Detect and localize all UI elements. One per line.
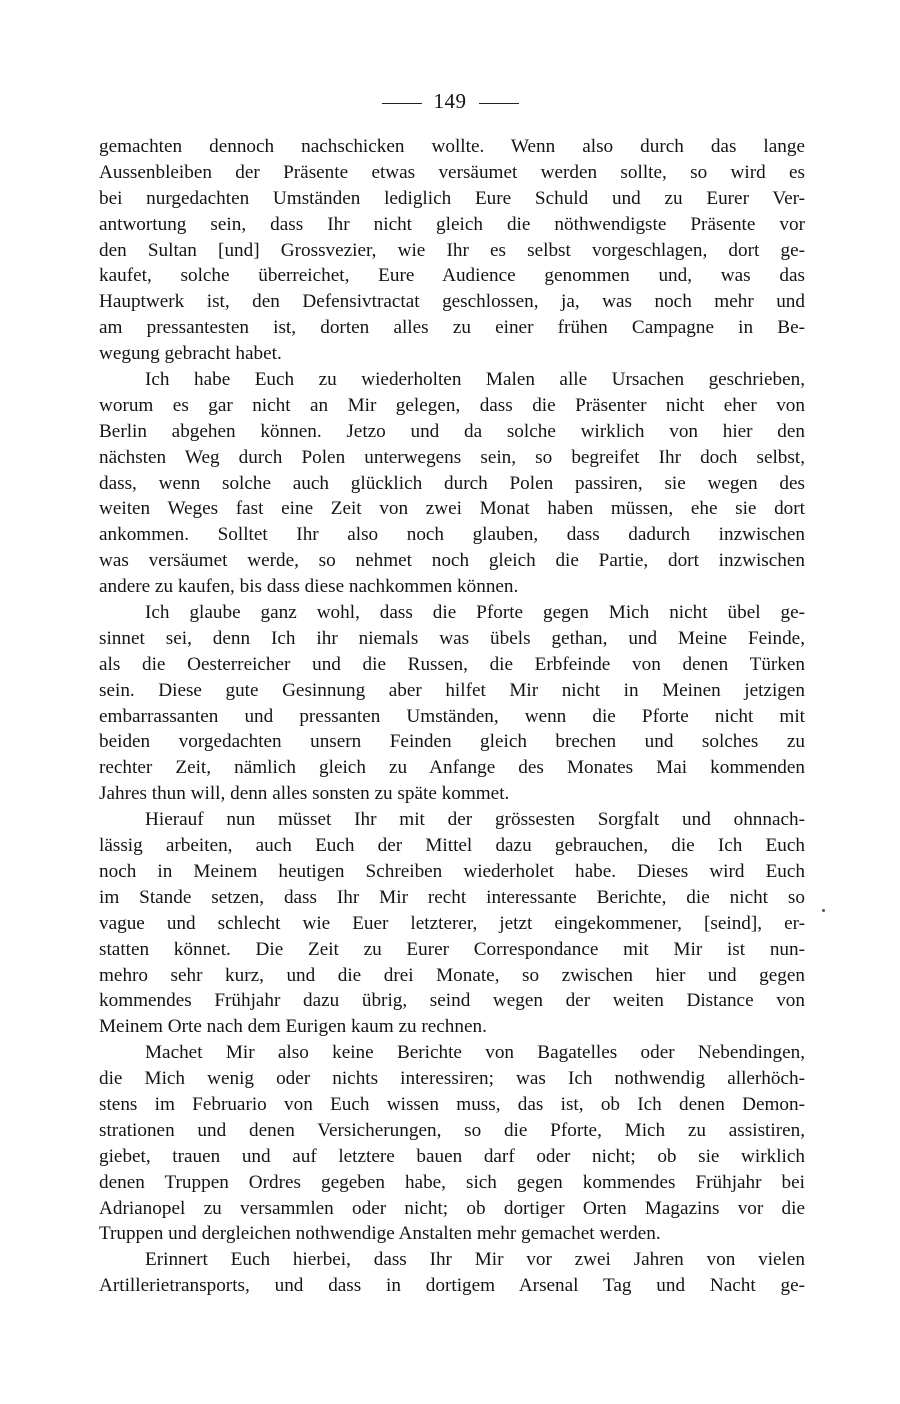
text-line: Truppen und dergleichen nothwendige Anstalten mehr gemachet werden. [99, 1223, 661, 1245]
text-line: kaufet, solche überreichet, Eure Audience genommen und, was das [99, 265, 805, 287]
text-line: statten könnet. Die Zeit zu Eurer Correspondance mit Mir ist nun- [99, 938, 805, 960]
text-line: gemachten dennoch nachschicken wollte. Wenn also durch das lange [99, 136, 805, 157]
text-line: dass, wenn solche auch glücklich durch Polen passiren, sie wegen des [99, 472, 805, 494]
text-line: den Sultan [und] Grossvezier, wie Ihr es selbst vorgeschlagen, dort ge- [99, 239, 805, 261]
paragraph [99, 367, 805, 600]
text-line: sein. Diese gute Gesinnung aber hilfet Mir nicht in Meinen jetzigen [99, 679, 805, 701]
text-line: sinnet sei, denn Ich ihr niemals was übels gethan, und Meine Feinde, [99, 627, 805, 649]
text-line: Hierauf nun müsset Ihr mit der grössesten Sorgfalt und ohnnach- [145, 809, 805, 831]
text-line: Erinnert Euch hierbei, dass Ihr Mir vor zwei Jahren von vielen [145, 1249, 805, 1271]
text-line: was versäumet werde, so nehmet noch gleich die Partie, dort inzwischen [99, 550, 805, 572]
text-line: stens im Februario von Euch wissen muss, das ist, ob Ich denen Demon- [99, 1093, 805, 1115]
text-line: nächsten Weg durch Polen unterwegens sein, so begreifet Ihr doch selbst, [99, 446, 805, 468]
text-line: die Mich wenig oder nichts interessiren; was Ich nothwendig allerhöch- [99, 1068, 805, 1090]
text-line: andere zu kaufen, bis dass diese nachkommen können. [99, 576, 519, 598]
paragraph [99, 807, 805, 1040]
text-line: Artillerietransports, und dass in dortigem Arsenal Tag und Nacht ge- [99, 1275, 805, 1297]
text-line: strationen und denen Versicherungen, so die Pforte, Mich zu assistiren, [99, 1119, 805, 1141]
text-line: Machet Mir also keine Berichte von Bagatelles oder Nebendingen, [145, 1042, 805, 1064]
paragraph [99, 1247, 805, 1299]
text-line: als die Oesterreicher und die Russen, die Erbfeinde von denen Türken [99, 653, 805, 675]
text-line: antwortung sein, dass Ihr nicht gleich die nöthwendigste Präsente vor [99, 213, 805, 235]
text-line: worum es gar nicht an Mir gelegen, dass die Präsenter nicht eher von [99, 394, 805, 416]
text-line: mehro sehr kurz, und die drei Monate, so zwischen hier und gegen [99, 964, 805, 986]
body-text [99, 134, 805, 1299]
text-line: Hauptwerk ist, den Defensivtractat geschlossen, ja, was noch mehr und [99, 291, 805, 313]
text-line: weiten Weges fast eine Zeit von zwei Monat haben müssen, ehe sie dort [99, 498, 805, 520]
text-line: im Stande setzen, dass Ihr Mir recht interessante Berichte, die nicht so [99, 886, 805, 908]
text-line: Jahres thun will, denn alles sonsten zu späte kommet. [99, 783, 510, 805]
page-header [0, 88, 900, 114]
text-line: am pressantesten ist, dorten alles zu einer frühen Campagne in Be- [99, 317, 805, 339]
text-line: lässig arbeiten, auch Euch der Mittel dazu gebrauchen, die Ich Euch [99, 835, 805, 857]
text-line: beiden vorgedachten unsern Feinden gleich brechen und solches zu [99, 731, 805, 753]
text-line: embarrassanten und pressanten Umständen, wenn die Pforte nicht mit [99, 705, 805, 727]
text-line: Ich habe Euch zu wiederholten Malen alle Ursachen geschrieben, [145, 369, 805, 391]
page-number: 149 [433, 89, 467, 113]
text-line: bei nurgedachten Umständen lediglich Eure Schuld und zu Eurer Ver- [99, 187, 805, 209]
text-line: rechter Zeit, nämlich gleich zu Anfange des Monates Mai kommenden [99, 757, 805, 779]
text-line: wegung gebracht habet. [99, 343, 282, 365]
header-dash-right [479, 103, 519, 104]
text-line: Meinem Orte nach dem Eurigen kaum zu rechnen. [99, 1016, 487, 1038]
text-line: vague und schlecht wie Euer letzterer, jetzt eingekommener, [seind], er- [99, 912, 805, 934]
text-line: noch in Meinem heutigen Schreiben wiederholet habe. Dieses wird Euch [99, 860, 805, 882]
text-line: Adrianopel zu versammlen oder nicht; ob dortiger Orten Magazins vor die [99, 1197, 805, 1219]
text-line: Aussenbleiben der Präsente etwas versäumet werden sollte, so wird es [99, 161, 805, 183]
text-line: denen Truppen Ordres gegeben habe, sich gegen kommendes Frühjahr bei [99, 1171, 805, 1193]
scan-speck [822, 909, 825, 912]
text-line: Ich glaube ganz wohl, dass die Pforte gegen Mich nicht übel ge- [145, 602, 805, 624]
paragraph [99, 134, 805, 367]
text-line: kommendes Frühjahr dazu übrig, seind wegen der weiten Distance von [99, 990, 805, 1012]
text-line: giebet, trauen und auf letztere bauen darf oder nicht; ob sie wirklich [99, 1145, 805, 1167]
text-line: ankommen. Solltet Ihr also noch glauben, dass dadurch inzwischen [99, 524, 805, 546]
text-line: Berlin abgehen können. Jetzo und da solche wirklich von hier den [99, 420, 805, 442]
paragraph [99, 600, 805, 807]
header-dash-left [382, 103, 422, 104]
paragraph [99, 1040, 805, 1247]
